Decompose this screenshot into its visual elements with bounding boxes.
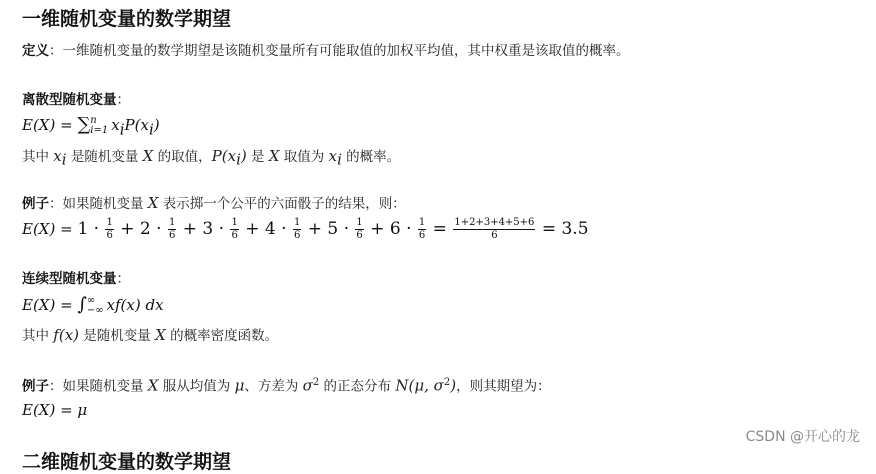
discrete-heading-colon: ： [116, 92, 130, 108]
plus-sign: + [114, 219, 140, 239]
integral-symbol: ∫ [77, 294, 87, 315]
dice-term-value: 2 [139, 219, 151, 239]
cexample-sep: ： [49, 378, 63, 395]
fraction-numerator: 1 [168, 217, 176, 228]
dice-equals-2: = [536, 219, 562, 239]
continuous-heading-colon: ： [116, 271, 130, 287]
plus-sign: + [302, 219, 328, 239]
continuous-formula [22, 294, 164, 316]
normal-expectation-formula [22, 399, 87, 421]
definition-sep: ： [49, 43, 63, 59]
fraction-denominator: 6 [356, 230, 363, 241]
discrete-example [22, 194, 406, 213]
dice-sum-fraction [453, 218, 535, 241]
dice-formula [22, 218, 589, 241]
fraction-denominator: 6 [231, 230, 238, 241]
definition-paragraph [22, 42, 630, 60]
discrete-heading [22, 91, 130, 109]
cexample-normal: N(μ, σ [395, 376, 444, 395]
cexample-text-c: 、方差为 [244, 378, 303, 395]
dice-formula-lhs: E(X) = [22, 220, 78, 238]
cexplain-text-a: 其中 [22, 328, 54, 344]
var-xi-sub: i [61, 150, 67, 169]
fraction-numerator: 1 [231, 217, 238, 228]
cexample-text-d: 的正态分布 [319, 378, 396, 395]
sum-lower: i=1 [90, 124, 109, 136]
var-X: X [142, 147, 154, 165]
explain-text-c: 的取值， [153, 149, 212, 165]
cexample-normal-sq: 2 [443, 377, 451, 388]
explain-text-b: 是随机变量 [66, 149, 143, 165]
cexample-text-a: 如果随机变量 [62, 378, 148, 395]
dice-result: 3.5 [561, 219, 589, 239]
dot-operator: · [400, 219, 417, 239]
cexample-normal-close: ) [450, 376, 457, 395]
fraction-numerator: 1 [293, 217, 301, 228]
dice-sum-den: 6 [491, 230, 498, 241]
fraction-denominator: 6 [293, 230, 301, 241]
fraction-numerator: 1 [418, 217, 426, 228]
term-p-sub: i [148, 120, 154, 139]
one-sixth-fraction [168, 218, 176, 241]
cexample-sigma: σ [302, 376, 313, 395]
example-text-b: 表示掷一个公平的六面骰子的结果，则： [158, 196, 406, 212]
discrete-formula [22, 114, 160, 140]
definition-text: 一维随机变量的数学期望是该随机变量所有可能取值的加权平均值，其中权重是该取值的概率。 [62, 43, 630, 59]
example-var-X: X [147, 194, 159, 212]
example-sep: ： [49, 196, 63, 212]
discrete-heading-label: 离散型随机变量 [22, 92, 117, 108]
cexample-var-X: X [147, 376, 159, 395]
dice-term-value: 1 [77, 219, 89, 239]
explain-text-a: 其中 [22, 149, 54, 165]
sum-upper: n [90, 114, 97, 126]
dice-term-value: 3 [202, 219, 214, 239]
var-xi2-sub: i [337, 150, 342, 169]
dice-equals: = [427, 219, 453, 239]
var-fx: f(x) [53, 326, 80, 344]
cexplain-text-c: 的概率密度函数。 [165, 328, 279, 344]
example-label: 例子 [22, 196, 49, 212]
cexample-mu: μ [234, 376, 245, 395]
dot-operator: · [275, 219, 292, 239]
explain-text-f: 的概率。 [341, 149, 401, 165]
dot-operator: · [150, 219, 167, 239]
cexplain-var-X: X [155, 326, 166, 344]
var-pxi: P(x [211, 147, 237, 165]
integral-upper: ∞ [86, 294, 96, 306]
definition-label: 定义 [22, 43, 49, 59]
one-sixth-fraction [230, 218, 238, 241]
integral-limits [87, 296, 104, 316]
dice-sum-num: 1+2+3+4+5+6 [454, 217, 535, 228]
page-title: 一维随机变量的数学期望 [22, 8, 232, 30]
dice-term-value: 5 [327, 219, 339, 239]
example-text-a: 如果随机变量 [62, 196, 148, 212]
integral-lower: −∞ [86, 304, 104, 316]
cexample-text-e: ，则其期望为： [456, 378, 551, 395]
normal-expectation: E(X) = μ [22, 401, 88, 419]
sum-limits [90, 116, 108, 136]
continuous-example [22, 374, 551, 396]
one-sixth-fraction [355, 218, 363, 241]
cexplain-text-b: 是随机变量 [79, 328, 156, 344]
var-xi: x [53, 147, 62, 165]
term-x-sub: i [119, 120, 125, 139]
cexample-text-b: 服从均值为 [158, 378, 235, 395]
continuous-heading-label: 连续型随机变量 [22, 271, 117, 287]
term-x: x [111, 116, 120, 134]
fraction-numerator: 1 [106, 217, 113, 228]
integral-body: xf(x) dx [106, 296, 164, 314]
var-pxi-close: ) [240, 147, 247, 165]
discrete-formula-lhs: E(X) = [22, 116, 78, 134]
next-section-heading: 二维随机变量的数学期望 [22, 451, 232, 473]
term-p-close: ) [153, 116, 160, 134]
dot-operator: · [213, 219, 230, 239]
csdn-watermark: CSDN @开心的龙 [745, 429, 860, 445]
sum-symbol: ∑ [77, 114, 91, 135]
var-xi2: x [328, 147, 338, 165]
dice-term-value: 6 [389, 219, 401, 239]
continuous-explain [22, 326, 278, 345]
var-X2: X [268, 147, 280, 165]
one-sixth-fraction [105, 218, 113, 241]
continuous-heading [22, 270, 130, 288]
explain-text-e: 取值为 [279, 149, 329, 165]
plus-sign: + [364, 219, 390, 239]
cexample-sigma-sq: 2 [312, 377, 320, 388]
plus-sign: + [239, 219, 265, 239]
fraction-denominator: 6 [106, 230, 113, 241]
cexample-label: 例子 [22, 378, 49, 395]
dot-operator: · [88, 219, 105, 239]
one-sixth-fraction [293, 218, 301, 241]
dice-terms [77, 219, 427, 239]
fraction-denominator: 6 [418, 230, 426, 241]
plus-sign: + [177, 219, 203, 239]
explain-text-d: 是 [246, 149, 269, 165]
term-p: P(x [124, 116, 149, 134]
dot-operator: · [338, 219, 355, 239]
continuous-formula-lhs: E(X) = [22, 296, 78, 314]
fraction-denominator: 6 [168, 230, 176, 241]
var-pxi-sub: i [236, 150, 241, 169]
one-sixth-fraction [418, 218, 426, 241]
discrete-explain [22, 147, 400, 169]
dice-term-value: 4 [264, 219, 276, 239]
fraction-numerator: 1 [356, 217, 363, 228]
